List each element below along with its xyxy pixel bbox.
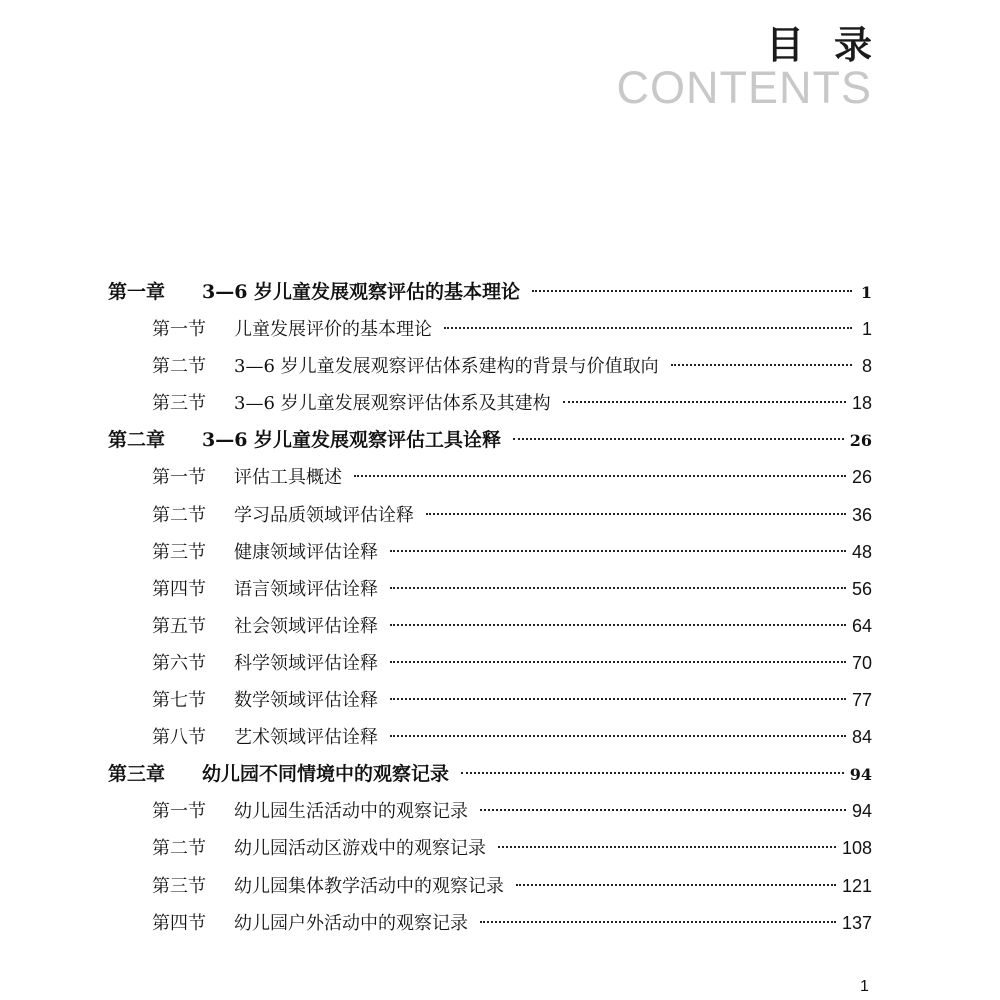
- dot-leader: [390, 661, 846, 663]
- dot-leader: [390, 587, 846, 589]
- dot-leader: [498, 846, 836, 848]
- toc-entry-label: 第一章: [108, 281, 166, 303]
- dot-leader: [390, 735, 846, 737]
- toc-entry-label: 第三章: [108, 763, 166, 786]
- dot-leader: [513, 438, 844, 440]
- toc-section-entry[interactable]: [108, 719, 872, 756]
- toc-entry-title: 幼儿园不同情境中的观察记录: [202, 763, 450, 786]
- toc-entry-page: 94: [851, 801, 872, 822]
- toc-entry-title: 儿童发展评价的基本理论: [234, 319, 432, 341]
- toc-entry-title: 3—6 岁儿童发展观察评估工具诠释: [202, 429, 502, 452]
- toc-section-entry[interactable]: [108, 348, 872, 385]
- toc-entry-title: 社会领域评估诠释: [234, 615, 378, 637]
- toc-entry-title: 学习品质领域评估诠释: [234, 504, 414, 526]
- toc-entry-page: 94: [849, 765, 872, 785]
- dot-leader: [671, 364, 852, 366]
- toc-entry-page: 64: [851, 615, 872, 636]
- dot-leader: [390, 550, 846, 552]
- toc-entry-title: 评估工具概述: [234, 467, 342, 489]
- toc-entry-title: 艺术领域评估诠释: [234, 727, 378, 749]
- toc-entry-title: 语言领域评估诠释: [234, 578, 378, 600]
- dot-leader: [390, 624, 846, 626]
- toc-section-entry[interactable]: [108, 905, 872, 942]
- toc-entry-page: 26: [849, 431, 872, 451]
- toc-section-entry[interactable]: [108, 645, 872, 682]
- toc-entry-title: 3—6 岁儿童发展观察评估体系及其建构: [234, 393, 551, 415]
- page-subtitle: CONTENTS: [616, 62, 872, 113]
- toc-entry-title: 数学领域评估诠释: [234, 690, 378, 712]
- toc-entry-page: 70: [851, 652, 872, 673]
- toc-entry-label: 第一节: [152, 801, 206, 823]
- toc-section-entry[interactable]: [108, 793, 872, 830]
- table-of-contents: [108, 274, 872, 942]
- toc-entry-page: 84: [851, 727, 872, 748]
- toc-entry-label: 第二节: [152, 504, 206, 526]
- dot-leader: [444, 327, 852, 329]
- toc-section-entry[interactable]: [108, 497, 872, 534]
- toc-entry-page: 1: [860, 283, 872, 302]
- toc-entry-page: 77: [851, 690, 872, 711]
- toc-section-entry[interactable]: [108, 385, 872, 422]
- toc-entry-title: 幼儿园集体教学活动中的观察记录: [234, 875, 504, 897]
- dot-leader: [426, 513, 846, 515]
- page-number: 1: [860, 978, 869, 995]
- toc-entry-title: 健康领域评估诠释: [234, 541, 378, 563]
- toc-entry-page: 108: [841, 838, 872, 859]
- toc-entry-label: 第五节: [152, 615, 206, 637]
- toc-entry-title: 3—6 岁儿童发展观察评估体系建构的背景与价值取向: [234, 356, 659, 378]
- toc-entry-label: 第三节: [152, 875, 206, 897]
- toc-entry-label: 第二节: [152, 356, 206, 378]
- toc-section-entry[interactable]: [108, 868, 872, 905]
- toc-entry-label: 第八节: [152, 727, 206, 749]
- toc-entry-label: 第三节: [152, 541, 206, 563]
- toc-entry-label: 第三节: [152, 393, 206, 415]
- toc-chapter-entry[interactable]: [108, 756, 872, 793]
- toc-entry-title: 科学领域评估诠释: [234, 652, 378, 674]
- toc-entry-page: 8: [861, 356, 872, 377]
- toc-section-entry[interactable]: [108, 534, 872, 571]
- toc-section-entry[interactable]: [108, 459, 872, 496]
- toc-section-entry[interactable]: [108, 608, 872, 645]
- toc-entry-label: 第一节: [152, 467, 206, 489]
- toc-entry-page: 18: [851, 393, 872, 414]
- toc-entry-label: 第二节: [152, 838, 206, 860]
- toc-entry-label: 第七节: [152, 690, 206, 712]
- dot-leader: [354, 475, 846, 477]
- toc-entry-page: 121: [841, 875, 872, 896]
- toc-chapter-entry[interactable]: [108, 274, 872, 311]
- dot-leader: [461, 772, 844, 774]
- toc-entry-page: 48: [851, 541, 872, 562]
- toc-entry-label: 第一节: [152, 319, 206, 341]
- toc-entry-title: 幼儿园生活活动中的观察记录: [234, 801, 468, 823]
- dot-leader: [532, 290, 852, 292]
- toc-entry-label: 第四节: [152, 912, 206, 934]
- toc-entry-page: 56: [851, 578, 872, 599]
- toc-entry-title: 幼儿园活动区游戏中的观察记录: [234, 838, 486, 860]
- page-title: 目录: [765, 23, 902, 67]
- dot-leader: [480, 809, 846, 811]
- toc-section-entry[interactable]: [108, 311, 872, 348]
- toc-entry-label: 第六节: [152, 652, 206, 674]
- toc-entry-page: 137: [841, 912, 872, 933]
- toc-entry-page: 36: [851, 504, 872, 525]
- toc-entry-title: 3—6 岁儿童发展观察评估的基本理论: [202, 281, 521, 303]
- toc-entry-page: 26: [851, 467, 872, 488]
- dot-leader: [516, 884, 836, 886]
- toc-section-entry[interactable]: [108, 682, 872, 719]
- toc-entry-page: 1: [861, 319, 872, 340]
- toc-section-entry[interactable]: [108, 571, 872, 608]
- dot-leader: [390, 698, 846, 700]
- toc-chapter-entry[interactable]: [108, 422, 872, 459]
- toc-section-entry[interactable]: [108, 830, 872, 867]
- toc-entry-title: 幼儿园户外活动中的观察记录: [234, 912, 468, 934]
- toc-entry-label: 第四节: [152, 578, 206, 600]
- dot-leader: [480, 921, 836, 923]
- toc-entry-label: 第二章: [108, 429, 166, 452]
- dot-leader: [563, 401, 846, 403]
